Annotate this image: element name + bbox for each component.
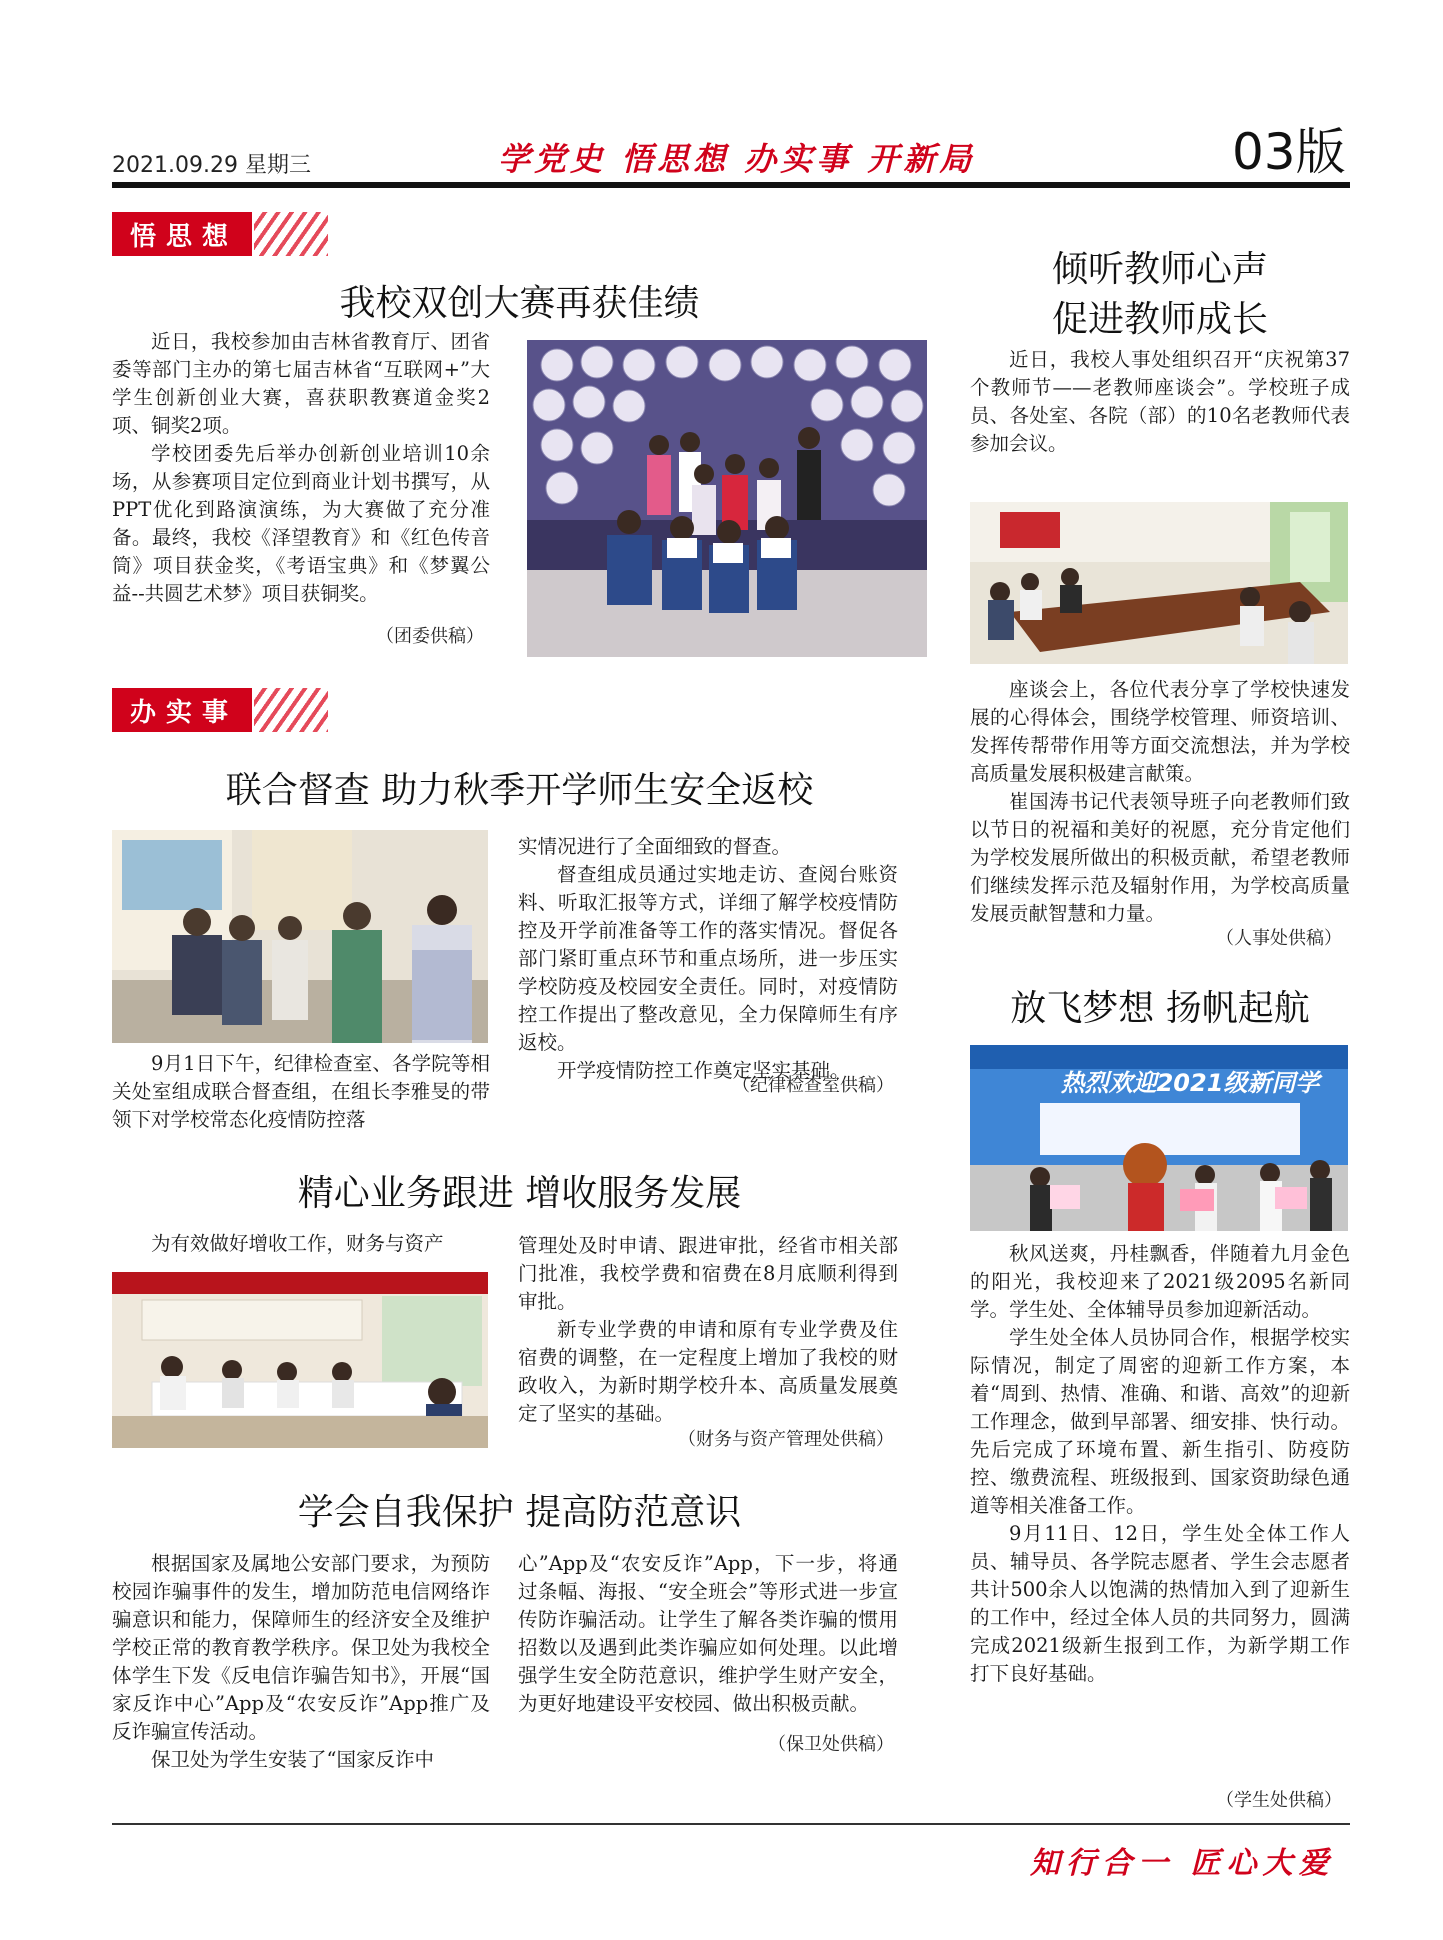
- article-body: [112, 1050, 490, 1134]
- welcome-banner-text: 热烈欢迎2021级新同学: [1060, 1069, 1320, 1097]
- article-credit: （人事处供稿）: [1216, 928, 1342, 949]
- article-credit: （纪律检查室供稿）: [732, 1075, 894, 1096]
- article-body-continued: [518, 1550, 898, 1718]
- paragraph: 崔国涛书记代表领导班子向老教师们致以节日的祝福和美好的祝愿，充分肯定他们为学校发展所做出的积极贡献，希望老教师们继续发挥示范及辐射作用，为学校高质量发展贡献智慧和力量。: [970, 790, 1350, 925]
- article-credit: （学生处供稿）: [1216, 1790, 1342, 1811]
- paragraph: 开学疫情防控工作奠定坚实基础。: [557, 1059, 850, 1082]
- article-title: 精心业务跟进 增收服务发展: [297, 1173, 742, 1214]
- article-body: [970, 1240, 1350, 1688]
- article-credit: （财务与资产管理处供稿）: [678, 1429, 894, 1450]
- paragraph: 为有效做好增收工作，财务与资产: [151, 1232, 444, 1255]
- article-body-continued: [518, 833, 898, 1085]
- paragraph: 秋风送爽，丹桂飘香，伴随着九月金色的阳光，我校迎来了2021级2095名新同学。学生处、全体辅导员参加迎新活动。: [970, 1242, 1350, 1321]
- paragraph: 9月1日下午，纪律检查室、各学院等相关处室组成联合督查组，在组长李雅旻的带领下对学校常态化疫情防控落: [112, 1052, 490, 1131]
- photo-welcome-freshmen: [970, 1045, 1348, 1231]
- paragraph: 学生处全体人员协同合作，根据学校实际情况，制定了周密的迎新工作方案，本着“周到、热情、准确、和谐、高效”的迎新工作理念，做到早部署、细安排、快行动。先后完成了环境布置、新生指引、防疫防控、缴费流程、班级报到、国家资助绿色通道等相关准备工作。: [970, 1326, 1350, 1517]
- photo-award-students: [527, 340, 927, 657]
- issue-date: 2021.09.29 星期三: [112, 153, 311, 178]
- header-slogan: 学党史 悟思想 办实事 开新局: [498, 140, 976, 178]
- article-title: 联合督查 助力秋季开学师生安全返校: [225, 770, 814, 811]
- paragraph: 根据国家及属地公安部门要求，为预防校园诈骗事件的发生，增加防范电信网络诈骗意识和能力，保障师生的经济安全及维护学校正常的教育教学秩序。保卫处为我校全体学生下发《反电信诈骗告知书》，开展“国家反诈中心”App及“农安反诈”App推广及反诈骗宣传活动。: [112, 1552, 490, 1743]
- article-credit: （团委供稿）: [376, 626, 484, 647]
- paragraph: 管理处及时申请、跟进审批，经省市相关部门批准，我校学费和宿费在8月底顺利得到审批。: [518, 1234, 898, 1313]
- article-body: [112, 1230, 490, 1258]
- section-tag-stripes: [254, 212, 328, 256]
- article-title: 倾听教师心声 促进教师成长: [1051, 249, 1268, 340]
- photo-finance-meeting: [112, 1272, 488, 1448]
- article-body: [970, 346, 1350, 458]
- photo-teacher-forum: [970, 502, 1348, 664]
- paragraph: 学校团委先后举办创新创业培训10余场，从参赛项目定位到商业计划书撰写，从PPT优化到路演演练，为大赛做了充分准备。最终，我校《泽望教育》和《红色传音筒》项目获金奖，《考语宝典》和《梦翼公益--共圆艺术梦》项目获铜奖。: [112, 442, 490, 605]
- section-tag-banshishi: [112, 688, 328, 732]
- article-body: [112, 328, 490, 608]
- section-tag-label: 悟思想: [112, 212, 252, 256]
- paragraph: 座谈会上，各位代表分享了学校快速发展的心得体会，围绕学校管理、师资培训、发挥传帮带作用等方面交流想法，并为学校高质量发展积极建言献策。: [970, 678, 1350, 785]
- section-tag-wusixiang: [112, 212, 328, 256]
- section-tag-stripes: [254, 688, 328, 732]
- paragraph: 实情况进行了全面细致的督查。: [518, 835, 792, 858]
- article-title: 学会自我保护 提高防范意识: [297, 1492, 742, 1533]
- article-body: [970, 676, 1350, 928]
- paragraph: 保卫处为学生安装了“国家反诈中: [151, 1748, 434, 1771]
- header-rule: [112, 182, 1350, 188]
- paragraph: 心”App及“农安反诈”App，下一步，将通过条幅、海报、“安全班会”等形式进一步宣传防诈骗活动。让学生了解各类诈骗的惯用招数以及遇到此类诈骗应如何处理。以此增强学生安全防范意识，维护学生财产安全，为更好地建设平安校园、做出积极贡献。: [518, 1552, 898, 1715]
- article-body: [112, 1550, 490, 1774]
- section-tag-label: 办实事: [112, 688, 252, 732]
- article-body-continued: [518, 1232, 898, 1428]
- footer-slogan: 知行合一 匠心大爱: [1030, 1846, 1335, 1881]
- paragraph: 督查组成员通过实地走访、查阅台账资料、听取汇报等方式，详细了解学校疫情防控及开学前准备等工作的落实情况。督促各部门紧盯重点环节和重点场所，进一步压实学校防疫及校园安全责任。同时，对疫情防控工作提出了整改意见，全力保障师生有序返校。: [518, 863, 898, 1054]
- paragraph: 近日，我校人事处组织召开“庆祝第37个教师节——老教师座谈会”。学校班子成员、各处室、各院（部）的10名老教师代表参加会议。: [970, 348, 1350, 455]
- article-credit: （保卫处供稿）: [768, 1734, 894, 1755]
- paragraph: 近日，我校参加由吉林省教育厅、团省委等部门主办的第七届吉林省“互联网+”大学生创新创业大赛，喜获职教赛道金奖2项、铜奖2项。: [112, 330, 490, 437]
- article-title: 我校双创大赛再获佳绩: [339, 283, 700, 324]
- paragraph: 新专业学费的申请和原有专业学费及住宿费的调整，在一定程度上增加了我校的财政收入，为新时期学校升本、高质量发展奠定了坚实的基础。: [518, 1318, 898, 1425]
- paragraph: 9月11日、12日，学生处全体工作人员、辅导员、各学院志愿者、学生会志愿者共计500余人以饱满的热情加入到了迎新生的工作中，经过全体人员的共同努力，圆满完成2021级新生报到工作，为新学期工作打下良好基础。: [970, 1522, 1350, 1685]
- edition-number: 03版: [1232, 123, 1346, 181]
- photo-inspection: [112, 830, 488, 1043]
- article-title: 放飞梦想 扬帆起航: [1010, 988, 1310, 1029]
- footer-rule: [112, 1823, 1350, 1825]
